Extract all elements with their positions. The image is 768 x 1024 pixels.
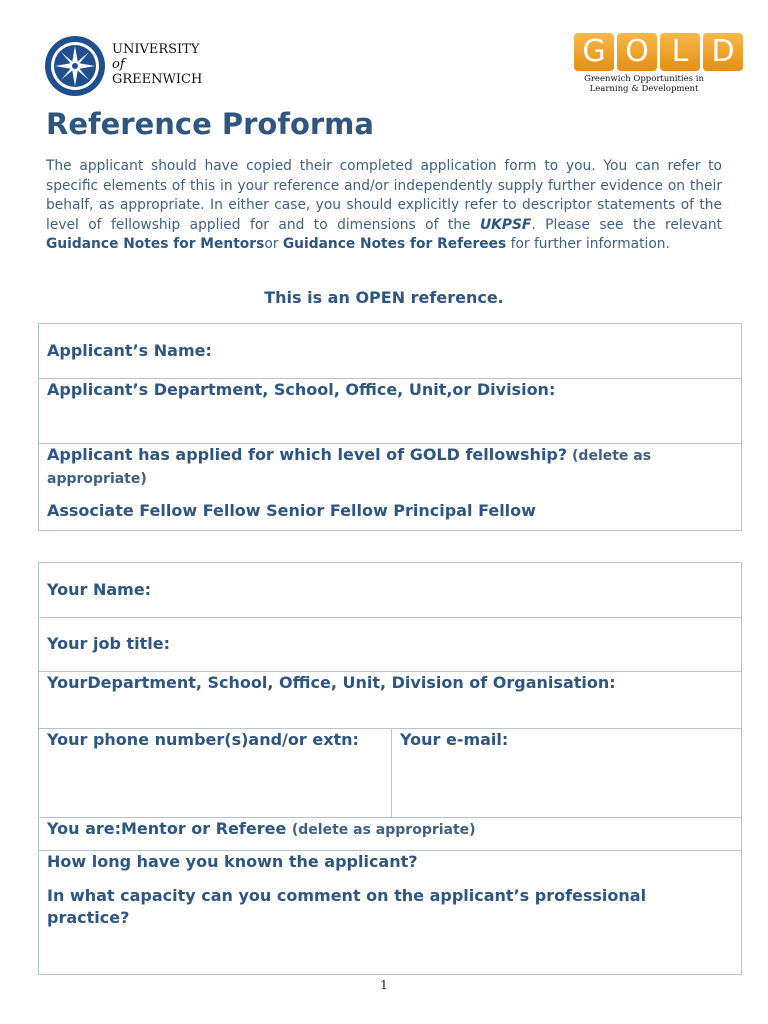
job-title-field[interactable] [39, 618, 742, 672]
applicant-name-label: Applicant’s Name: [47, 341, 212, 360]
intro-text-3: for further information. [506, 236, 670, 252]
university-wordmark [112, 42, 202, 87]
compass-seal-icon [44, 35, 106, 97]
guidance-notes-referees-link[interactable]: Guidance Notes for Referees [282, 236, 507, 252]
page-number: 1 [380, 978, 388, 992]
relationship-field[interactable] [39, 851, 742, 975]
you-are-note: (delete as appropriate) [291, 822, 476, 838]
gold-letter-d: D [703, 33, 743, 71]
email-label: Your e-mail: [400, 730, 509, 749]
fellowship-level-note: (delete as appropriate) [47, 448, 652, 487]
university-line3: GREENWICH [112, 72, 203, 87]
email-field[interactable] [392, 729, 742, 818]
fellowship-level-label: Applicant has applied for which level of GOLD fellowship? [47, 445, 568, 464]
fellowship-level-question [47, 444, 733, 490]
your-department-label: YourDepartment, School, Office, Unit, Division of Organisation: [47, 673, 616, 692]
fellowship-level-field[interactable] [39, 444, 742, 531]
open-reference-heading: This is an OPEN reference. [264, 288, 504, 307]
gold-letter-o: O [617, 33, 657, 71]
gold-caption-line1: Greenwich Opportunities in [584, 74, 704, 84]
page-title: Reference Proforma [46, 107, 374, 141]
applicant-department-field[interactable] [39, 379, 742, 444]
gold-caption [574, 74, 714, 94]
capacity-label: In what capacity can you comment on the applicant’s professional practice? [47, 886, 647, 927]
your-name-field[interactable] [39, 563, 742, 618]
applicant-details-table [38, 323, 742, 531]
you-are-field[interactable] [39, 818, 742, 851]
intro-text-1: The applicant should have copied their completed application form to you. You can refer to specific elements of this in your reference and/or independently supply further evidence on their behalf, as appropriate. In either case, you should explicitly refer to descriptor statements of the level of fellowship applied for and to dimensions of the [46, 158, 722, 233]
your-name-label: Your Name: [47, 580, 152, 599]
ukpsf-text: UKPSF [479, 216, 532, 233]
your-department-field[interactable] [39, 672, 742, 729]
phone-field[interactable] [39, 729, 392, 818]
gold-caption-line2: Learning & Development [589, 84, 699, 94]
job-title-label: Your job title: [47, 634, 170, 653]
applicant-department-label: Applicant’s Department, School, Office, Unit,or Division: [47, 380, 556, 399]
fellowship-level-options[interactable]: Associate Fellow Fellow Senior Fellow Principal Fellow [47, 501, 536, 520]
intro-text-2: . Please see the relevant [531, 216, 722, 233]
gold-letter-l: L [660, 33, 700, 71]
how-long-label: How long have you known the applicant? [47, 852, 418, 871]
university-of-greenwich-logo [44, 35, 214, 100]
intro-paragraph [46, 157, 722, 255]
university-line2: of [112, 57, 125, 72]
gold-letter-g: G [574, 33, 614, 71]
applicant-name-field[interactable] [39, 324, 742, 379]
university-line1: UNIVERSITY [112, 42, 200, 57]
you-are-label: You are:Mentor or Referee [47, 819, 292, 838]
gold-tiles [574, 33, 746, 71]
gold-logo [574, 33, 746, 99]
phone-label: Your phone number(s)and/or extn: [47, 730, 359, 749]
guidance-notes-mentors-link[interactable]: Guidance Notes for Mentors [46, 236, 265, 252]
referee-details-table [38, 562, 742, 975]
intro-or: or [264, 236, 283, 252]
